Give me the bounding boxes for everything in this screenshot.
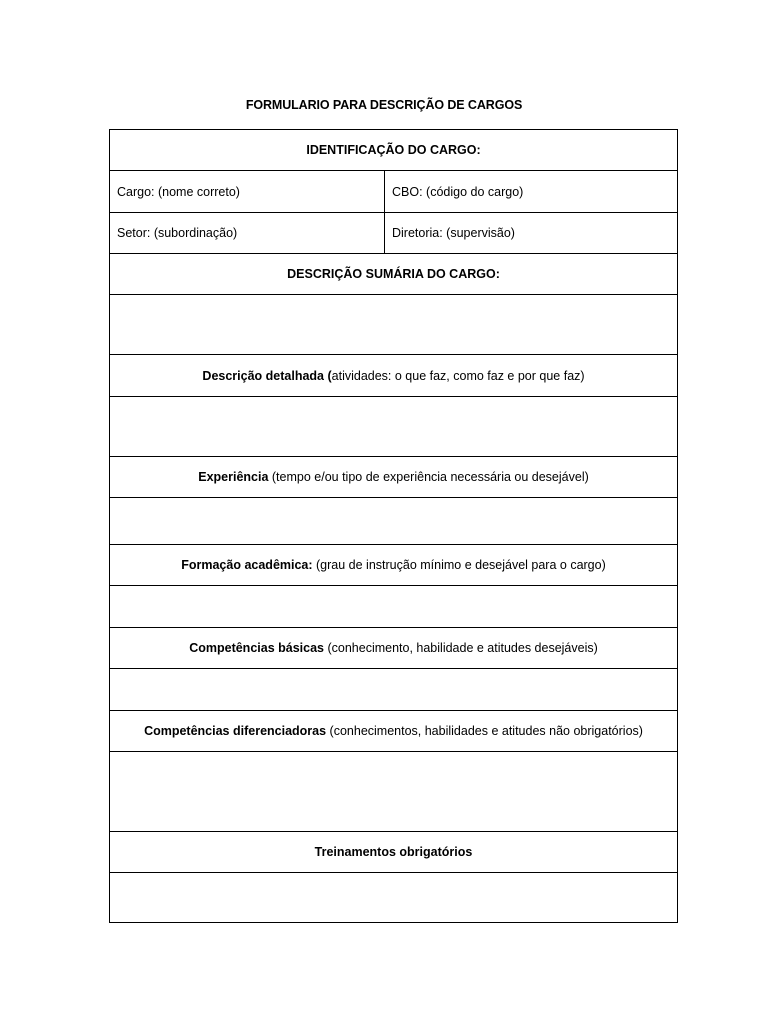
competencias-diferenciadoras-heading	[110, 711, 678, 752]
cargo-row	[110, 171, 678, 213]
competencias-basicas-field[interactable]	[110, 669, 678, 711]
identificacao-heading: IDENTIFICAÇÃO DO CARGO:	[110, 130, 678, 171]
diretoria-field[interactable]: Diretoria: (supervisão)	[385, 213, 678, 254]
descricao-detalhada-field[interactable]	[110, 397, 678, 457]
descricao-sumaria-input-row	[110, 295, 678, 355]
setor-field[interactable]: Setor: (subordinação)	[110, 213, 385, 254]
formacao-field[interactable]	[110, 586, 678, 628]
cbo-field[interactable]: CBO: (código do cargo)	[385, 171, 678, 213]
formacao-hint: (grau de instrução mínimo e desejável para o cargo)	[312, 558, 606, 572]
experiencia-field[interactable]	[110, 498, 678, 545]
competencias-diferenciadoras-label: Competências diferenciadoras	[144, 724, 327, 738]
experiencia-input-row	[110, 498, 678, 545]
descricao-sumaria-heading: DESCRIÇÃO SUMÁRIA DO CARGO:	[110, 254, 678, 295]
competencias-basicas-hint: (conhecimento, habilidade e atitudes desejáveis)	[324, 641, 598, 655]
treinamentos-field[interactable]	[110, 873, 678, 923]
descricao-detalhada-hint: atividades: o que faz, como faz e por que faz)	[331, 368, 585, 383]
descricao-sumaria-field[interactable]	[110, 295, 678, 355]
formacao-header-row	[110, 545, 678, 586]
competencias-basicas-input-row	[110, 669, 678, 711]
cargo-field[interactable]: Cargo: (nome correto)	[110, 171, 385, 213]
descricao-detalhada-header-row	[110, 355, 678, 397]
treinamentos-heading: Treinamentos obrigatórios	[110, 832, 678, 873]
setor-row	[110, 213, 678, 254]
formacao-input-row	[110, 586, 678, 628]
treinamentos-input-row	[110, 873, 678, 923]
competencias-diferenciadoras-header-row	[110, 711, 678, 752]
competencias-basicas-heading	[110, 628, 678, 669]
formacao-label: Formação acadêmica:	[181, 558, 313, 572]
experiencia-header-row	[110, 457, 678, 498]
descricao-detalhada-input-row	[110, 397, 678, 457]
competencias-diferenciadoras-hint: (conhecimentos, habilidades e atitudes não obrigatórios)	[326, 724, 643, 738]
competencias-basicas-label: Competências básicas	[189, 641, 324, 655]
competencias-basicas-header-row	[110, 628, 678, 669]
descricao-detalhada-label: Descrição detalhada (	[202, 368, 332, 383]
descricao-sumaria-header-row	[110, 254, 678, 295]
treinamentos-header-row	[110, 832, 678, 873]
experiencia-label: Experiência	[198, 470, 269, 484]
experiencia-heading	[110, 457, 678, 498]
document-title: FORMULARIO PARA DESCRIÇÃO DE CARGOS	[245, 98, 523, 112]
identificacao-header-row	[110, 130, 678, 171]
job-description-form	[109, 129, 678, 923]
experiencia-hint: (tempo e/ou tipo de experiência necessária ou desejável)	[268, 470, 589, 484]
formacao-heading	[110, 545, 678, 586]
descricao-detalhada-heading	[110, 355, 678, 397]
competencias-diferenciadoras-field[interactable]	[110, 752, 678, 832]
competencias-diferenciadoras-input-row	[110, 752, 678, 832]
